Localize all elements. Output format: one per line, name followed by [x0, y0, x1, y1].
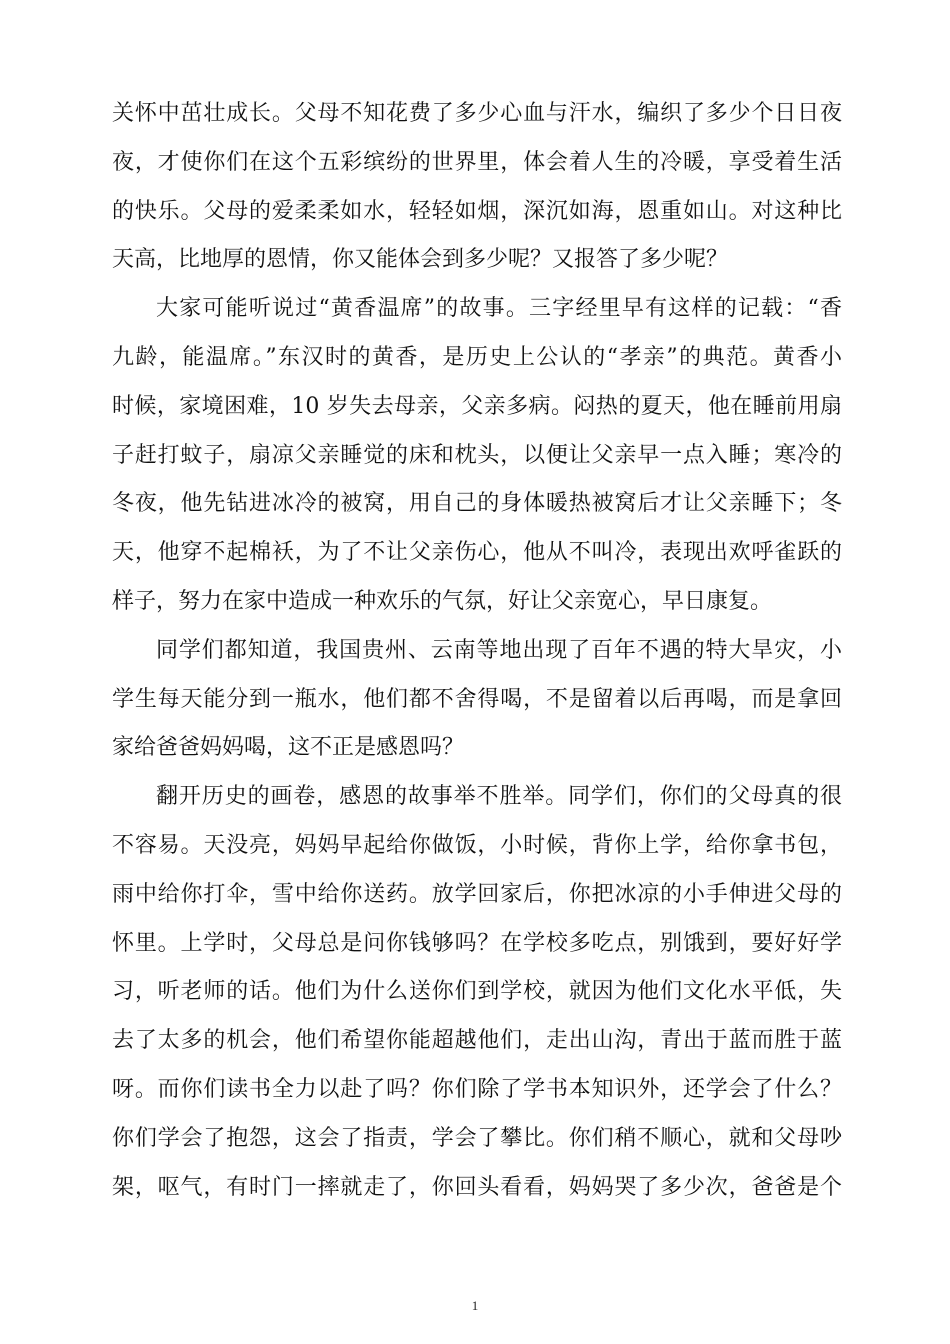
text-line: 学生每天能分到一瓶水，他们都不舍得喝，不是留着以后再喝，而是拿回 [112, 686, 842, 712]
text-line: 样子，努力在家中造成一种欢乐的气氛，好让父亲宽心，早日康复。 [112, 588, 773, 614]
text-line: 天高，比地厚的恩情，你又能体会到多少呢？又报答了多少呢？ [112, 247, 729, 273]
text-line: 九龄，能温席。”东汉时的黄香，是历史上公认的“孝亲”的典范。黄香小 [112, 344, 842, 370]
page-number: 1 [471, 1298, 479, 1313]
text-line: 去了太多的机会，他们希望你能超越他们，走出山沟，青出于蓝而胜于蓝 [112, 1028, 842, 1054]
text-line: 怀里。上学时，父母总是问你钱够吗？在学校多吃点，别饿到，要好好学 [112, 930, 842, 956]
text-line: 天，他穿不起棉袄，为了不让父亲伤心，他从不叫冷，表现出欢呼雀跃的 [112, 540, 842, 566]
text-line: 的快乐。父母的爱柔柔如水，轻轻如烟，深沉如海，恩重如山。对这种比 [112, 198, 842, 224]
text-line: 架，呕气，有时门一摔就走了，你回头看看，妈妈哭了多少次，爸爸是个 [112, 1174, 842, 1200]
text-line: 冬夜，他先钻进冰冷的被窝，用自己的身体暖热被窝后才让父亲睡下；冬 [112, 491, 842, 517]
text-line: 习，听老师的话。他们为什么送你们到学校，就因为他们文化水平低，失 [112, 979, 842, 1005]
paragraph-first-line: 同学们都知道，我国贵州、云南等地出现了百年不遇的特大旱灾，小 [156, 637, 842, 663]
text-line: 关怀中茁壮成长。父母不知花费了多少心血与汗水，编织了多少个日日夜 [112, 101, 842, 126]
text-line: 家给爸爸妈妈喝，这不正是感恩吗？ [112, 735, 465, 761]
text-line: 雨中给你打伞，雪中给你送药。放学回家后，你把冰凉的小手伸进父母的 [112, 881, 842, 907]
body-text [112, 90, 842, 1212]
text-line: 不容易。天没亮，妈妈早起给你做饭，小时候，背你上学，给你拿书包， [112, 832, 842, 858]
text-line: 呀。而你们读书全力以赴了吗？你们除了学书本知识外，还学会了什么？ [112, 1076, 842, 1102]
text-line: 夜，才使你们在这个五彩缤纷的世界里，体会着人生的冷暖，享受着生活 [112, 149, 842, 175]
text-line: 子赶打蚊子，扇凉父亲睡觉的床和枕头，以便让父亲早一点入睡；寒冷的 [112, 442, 842, 468]
text-line: 时候，家境困难，10 岁失去母亲，父亲多病。闷热的夏天，他在睡前用扇 [112, 393, 842, 419]
text-line: 你们学会了抱怨，这会了指责，学会了攀比。你们稍不顺心，就和父母吵 [112, 1125, 842, 1151]
paragraph-first-line: 翻开历史的画卷，感恩的故事举不胜举。同学们，你们的父母真的很 [156, 784, 842, 810]
paragraph-first-line: 大家可能听说过“黄香温席”的故事。三字经里早有这样的记载：“香 [156, 296, 842, 322]
